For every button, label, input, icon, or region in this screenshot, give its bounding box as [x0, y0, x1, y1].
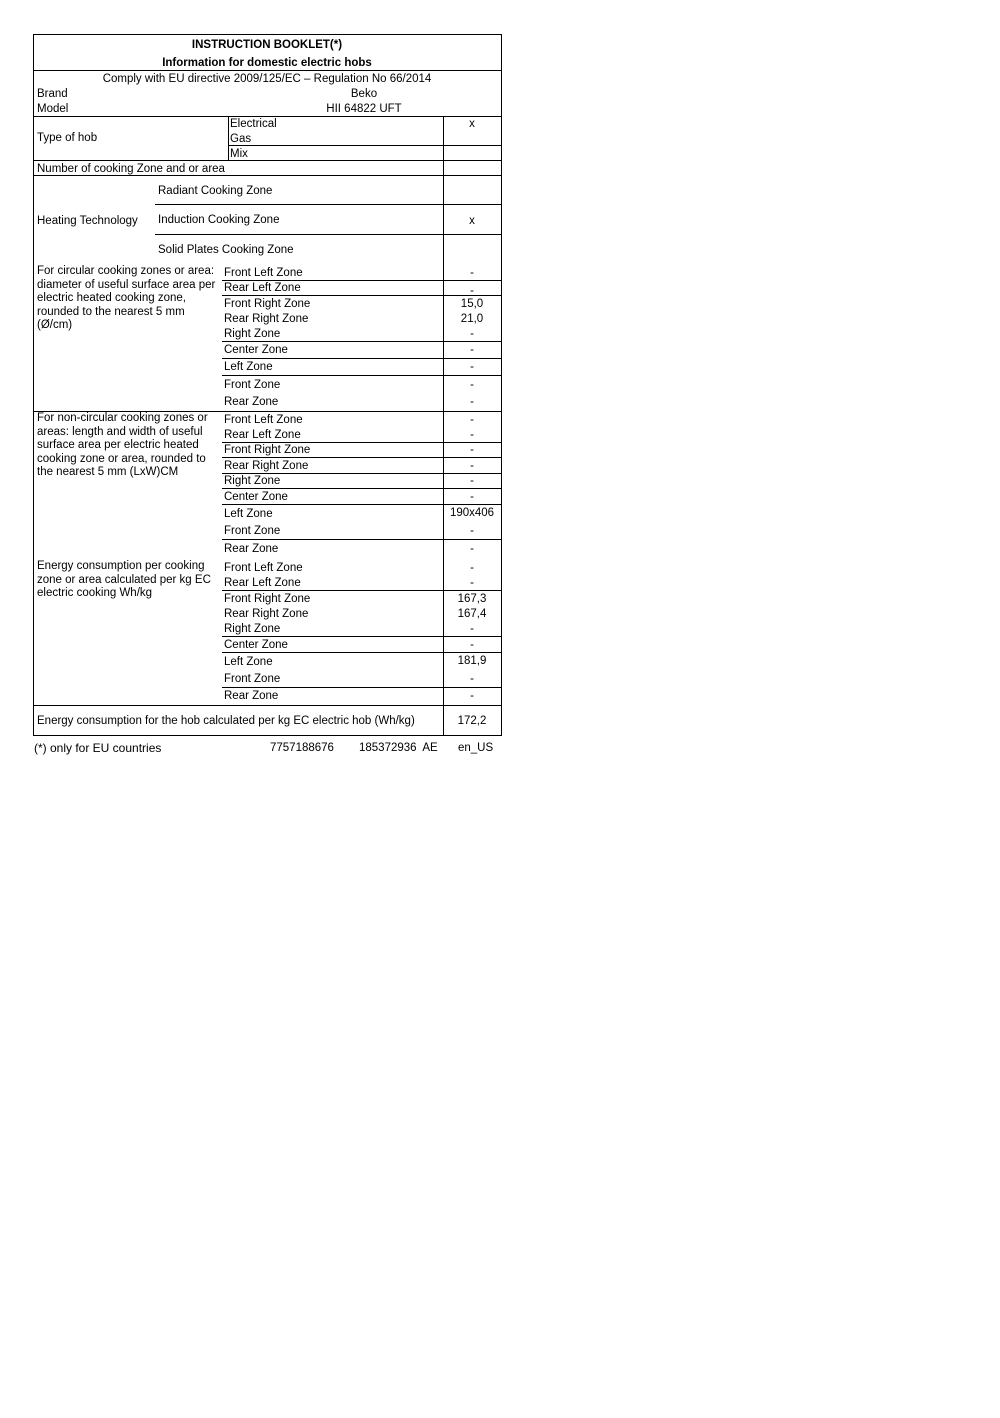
brand-value: Beko	[350, 88, 378, 100]
zone-name: Front Zone	[224, 525, 281, 537]
zone-name: Rear Zone	[224, 396, 279, 408]
zone-name: Left Zone	[224, 656, 273, 668]
zone-value: -	[470, 543, 474, 555]
zone-value: -	[470, 475, 474, 487]
zone-value: 181,9	[457, 655, 487, 667]
zone-value: -	[470, 267, 474, 279]
zone-name: Front Right Zone	[224, 444, 311, 456]
footer-code-1: 7757188676	[270, 742, 334, 754]
zone-name: Rear Right Zone	[224, 460, 309, 472]
zone-value: -	[470, 396, 474, 408]
zone-value: 190x406	[449, 507, 495, 519]
zone-name: Rear Left Zone	[224, 577, 301, 589]
zone-value: 167,3	[457, 593, 487, 605]
number-of-zones-label: Number of cooking Zone and or area	[37, 163, 225, 175]
model-value: HII 64822 UFT	[326, 103, 402, 115]
energy-total-value: 172,2	[457, 715, 487, 727]
zone-value: -	[470, 690, 474, 702]
model-label: Model	[37, 103, 69, 115]
booklet-subtitle: Information for domestic electric hobs	[162, 57, 372, 69]
zone-name: Rear Left Zone	[224, 429, 301, 441]
hob-type-option: Mix	[230, 148, 248, 160]
footer-note: (*) only for EU countries	[34, 741, 162, 755]
zone-name: Left Zone	[224, 361, 273, 373]
zone-name: Rear Right Zone	[224, 313, 309, 325]
zone-name: Front Zone	[224, 673, 281, 685]
zone-value: 15,0	[460, 298, 484, 310]
zone-name: Center Zone	[224, 639, 288, 651]
hob-type-option: Electrical	[230, 118, 277, 130]
zone-value: -	[470, 623, 474, 635]
heating-option: Solid Plates Cooking Zone	[158, 244, 294, 256]
frame-right	[501, 34, 502, 735]
brand-label: Brand	[37, 88, 68, 100]
zone-value: -	[470, 444, 474, 456]
zone-name: Right Zone	[224, 623, 281, 635]
zone-value: -	[470, 285, 474, 297]
circular-zones-label: For circular cooking zones or area: diameter of useful surface area per electric heated cooking zone, rounded to the nearest 5 mm (Ø/cm)	[37, 265, 216, 331]
zone-value: -	[470, 460, 474, 472]
heating-mark: x	[469, 215, 475, 227]
zone-name: Front Left Zone	[224, 562, 303, 574]
zone-name: Right Zone	[224, 328, 281, 340]
zone-value: -	[470, 639, 474, 651]
zone-name: Rear Zone	[224, 690, 279, 702]
hob-type-label: Type of hob	[37, 132, 98, 144]
frame-bottom	[33, 735, 502, 736]
noncircular-zones-label: For non-circular cooking zones or areas: length and width of useful surface area per electric heated cooking zone or area, rounded to the nearest 5 mm (LxW)CM	[37, 412, 208, 478]
heating-option: Induction Cooking Zone	[158, 214, 280, 226]
zone-name: Front Right Zone	[224, 298, 311, 310]
heating-option: Radiant Cooking Zone	[158, 185, 273, 197]
zone-name: Front Zone	[224, 379, 281, 391]
zone-value: -	[470, 328, 474, 340]
zone-name: Left Zone	[224, 508, 273, 520]
zone-name: Rear Zone	[224, 543, 279, 555]
zone-value: -	[470, 344, 474, 356]
energy-per-zone-label: Energy consumption per cooking zone or area calculated per kg EC electric cooking Wh/kg	[37, 560, 211, 599]
zone-value: -	[470, 429, 474, 441]
footer-locale: en_US	[458, 742, 494, 754]
hob-type-mark: x	[469, 118, 475, 130]
zone-value: -	[470, 491, 474, 503]
zone-value: -	[470, 562, 474, 574]
zone-value: 21,0	[460, 313, 484, 325]
frame-left	[33, 34, 34, 735]
directive-text: Comply with EU directive 2009/125/EC – Regulation No 66/2014	[102, 73, 432, 85]
zone-name: Rear Right Zone	[224, 608, 309, 620]
footer-code-2: 185372936 AE	[359, 742, 438, 754]
booklet-title: INSTRUCTION BOOKLET(*)	[191, 39, 343, 51]
zone-name: Right Zone	[224, 475, 281, 487]
zone-name: Rear Left Zone	[224, 282, 301, 294]
heating-technology-label: Heating Technology	[37, 215, 138, 227]
zone-value: -	[470, 361, 474, 373]
energy-total-label: Energy consumption for the hob calculated per kg EC electric hob (Wh/kg)	[37, 715, 415, 727]
zone-name: Front Left Zone	[224, 267, 303, 279]
zone-value: -	[470, 577, 474, 589]
zone-value: -	[470, 379, 474, 391]
frame-top	[33, 34, 501, 35]
zone-name: Front Left Zone	[224, 414, 303, 426]
zone-value: -	[470, 414, 474, 426]
zone-name: Front Right Zone	[224, 593, 311, 605]
zone-value: 167,4	[457, 608, 487, 620]
zone-value: -	[470, 673, 474, 685]
zone-name: Center Zone	[224, 491, 288, 503]
zone-name: Center Zone	[224, 344, 288, 356]
zone-value: -	[470, 525, 474, 537]
hob-type-option: Gas	[230, 133, 252, 145]
